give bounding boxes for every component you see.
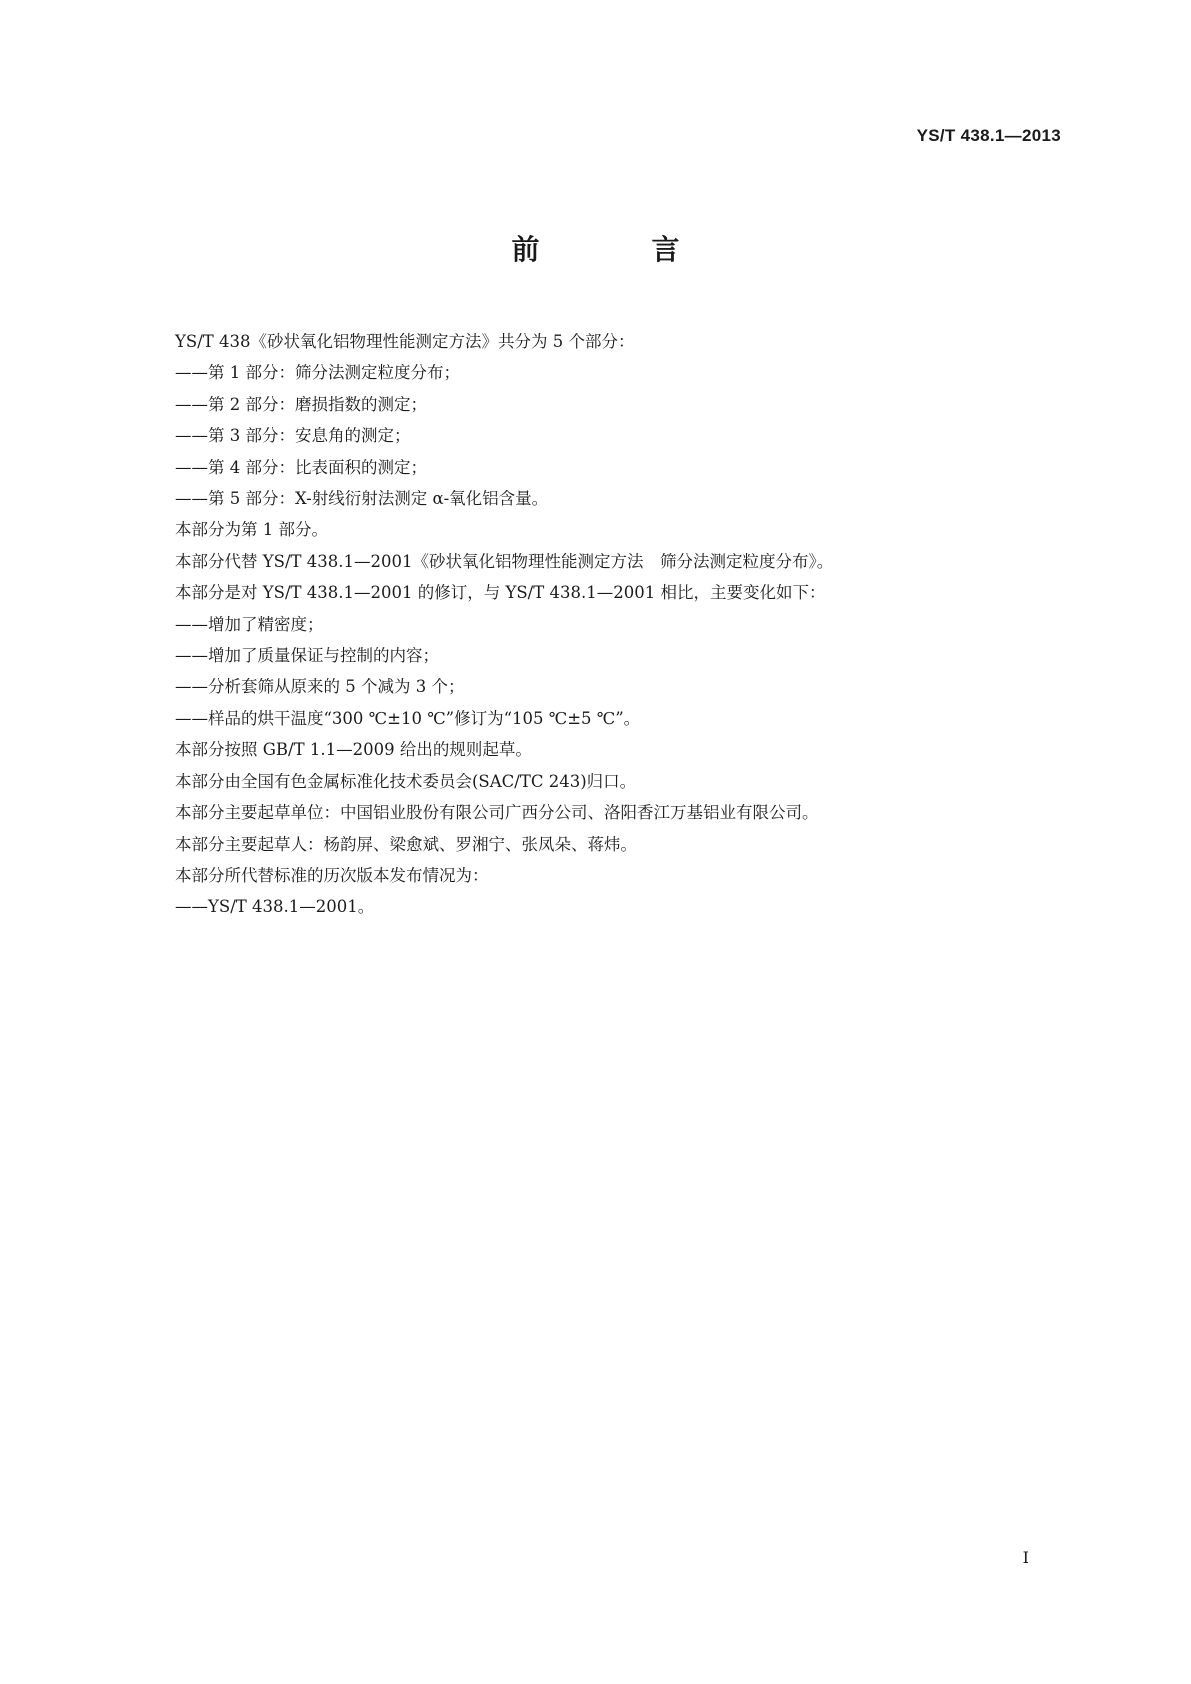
list-item-history-1: ——YS/T 438.1—2001。 xyxy=(175,897,375,917)
paragraph-intro: YS/T 438《砂状氧化铝物理性能测定方法》共分为 5 个部分： xyxy=(175,332,635,351)
paragraph-part-statement: 本部分为第 1 部分。 xyxy=(175,520,328,540)
paragraph-drafting-rules: 本部分按照 GB/T 1.1—2009 给出的规则起草。 xyxy=(175,740,532,760)
page-number: I xyxy=(1022,1548,1029,1567)
paragraph-drafting-units: 本部分主要起草单位：中国铝业股份有限公司广西分公司、洛阳香江万基铝业有限公司。 xyxy=(175,803,819,823)
list-item-part-1: ——第 1 部分：筛分法测定粒度分布； xyxy=(175,363,460,383)
paragraph-committee: 本部分由全国有色金属标准化技术委员会(SAC/TC 243)归口。 xyxy=(175,771,637,791)
paragraph-history-intro: 本部分所代替标准的历次版本发布情况为： xyxy=(175,865,489,885)
paragraph-replaces: 本部分代替 YS/T 438.1—2001《砂状氧化铝物理性能测定方法 筛分法测定粒度分布》。 xyxy=(175,551,834,571)
list-item-change-3: ——分析套筛从原来的 5 个减为 3 个； xyxy=(175,677,465,697)
page-title: 前 言 xyxy=(511,233,722,266)
preface-body xyxy=(175,326,1035,923)
list-item-change-4: ——样品的烘干温度“300 ℃±10 ℃”修订为“105 ℃±5 ℃”。 xyxy=(175,708,641,728)
list-item-change-2: ——增加了质量保证与控制的内容； xyxy=(175,646,439,666)
list-item-part-4: ——第 4 部分：比表面积的测定； xyxy=(175,457,427,477)
list-item-part-2: ——第 2 部分：磨损指数的测定； xyxy=(175,394,427,414)
paragraph-drafters: 本部分主要起草人：杨韵屏、梁愈斌、罗湘宁、张凤朵、蒋炜。 xyxy=(175,834,637,854)
list-item-part-5: ——第 5 部分：X-射线衍射法测定 α-氧化铝含量。 xyxy=(175,489,549,509)
paragraph-revision: 本部分是对 YS/T 438.1—2001 的修订，与 YS/T 438.1—2001 相比，主要变化如下： xyxy=(175,583,826,603)
list-item-part-3: ——第 3 部分：安息角的测定； xyxy=(175,426,411,446)
standard-code: YS/T 438.1—2013 xyxy=(916,126,1061,145)
list-item-change-1: ——增加了精密度； xyxy=(175,614,324,634)
